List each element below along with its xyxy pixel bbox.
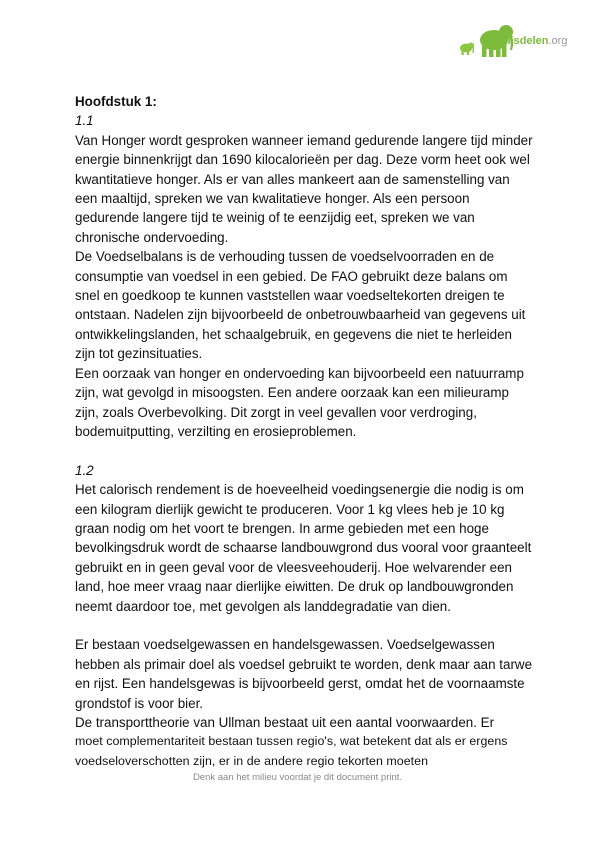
paragraph-transporttheorie	[75, 713, 535, 771]
paragraph-honger: Van Honger wordt gesproken wanneer iemand gedurende langere tijd minder energie binnenkrijgt dan 1690 kilocalorieën per dag. Deze vorm heet ook wel kwantitatieve honger. Als er van alles mankeert aan de samenstelling van een maaltijd, spreken we van kwalitatieve honger. Als een persoon gedurende langere tijd te weinig of te eenzijdig eet, spreken we van chronische ondervoeding.	[75, 132, 533, 245]
document-body	[75, 92, 535, 771]
paragraph-oorzaak: Een oorzaak van honger en ondervoeding kan bijvoorbeeld een natuurramp zijn, wat gevolgd in misoogsten. Een andere oorzaak kan een milieuramp zijn, zoals Overbevolking. Dit zorgt in veel gevallen voor verdroging, bodemuitputting, verzilting en erosieproblemen.	[75, 365, 524, 439]
spacer	[75, 441, 535, 460]
spacer	[75, 616, 535, 635]
chapter-heading: Hoofdstuk 1:	[75, 94, 157, 109]
section-number-1-2: 1.2	[75, 462, 94, 478]
section-number-1-1: 1.1	[75, 113, 94, 129]
logo-brand-green: Kennis	[483, 35, 520, 47]
paragraph-calorisch-rendement: Het calorisch rendement is de hoeveelheid voedingsenergie die nodig is om een kilogram dierlijk gewicht te produceren. Voor 1 kg vlees heb je 10 kg graan nodig om het voort te brengen. In arme gebieden met een hoge bevolkingsdruk wordt de schaarse landbouwgrond dus vooral voor graanteelt gebruikt en in geen geval voor de vleesveehouderij. Hoe welvarender een land, hoe meer vraag naar dierlijke eiwitten. De druk op landbouwgronden neemt daardoor toe, met gevolgen als landdegradatie van dien.	[75, 482, 532, 614]
logo-wordmark	[483, 35, 567, 47]
transporttheorie-continuation: moet complementariteit bestaan tussen regio's, wat betekent dat als er ergens voedseloverschotten zijn, er in de andere regio tekorten moeten	[75, 734, 508, 768]
paragraph-voedselbalans: De Voedselbalans is de verhouding tussen de voedselvoorraden en de consumptie van voedsel in een gebied. De FAO gebruikt deze balans om snel en goedkoop te kunnen vaststellen waar voedseltekorten dreigen te ontstaan. Nadelen zijn bijvoorbeeld de onbetrouwbaarheid van gegevens uit ontwikkelingslanden, het schaalgebruik, en gegevens die niet te herleiden zijn tot gezinsituaties.	[75, 249, 526, 362]
transporttheorie-line-1: De transporttheorie van Ullman bestaat uit een aantal voorwaarden. Er	[75, 714, 495, 730]
logo-brand-dark: delen	[519, 35, 549, 47]
kennisdelen-logo[interactable]	[456, 18, 580, 58]
paragraph-gewassen: Er bestaan voedselgewassen en handelsgewassen. Voedselgewassen hebben als primair doel als voedsel gebruikt te worden, denk maar aan tarwe en rijst. Een handelsgewas is bijvoorbeeld gerst, omdat het de voornaamste grondstof is voor bier.	[75, 637, 533, 711]
footer-note: Denk aan het milieu voordat je dit document print.	[192, 772, 403, 783]
logo-suffix: .org	[548, 35, 568, 47]
